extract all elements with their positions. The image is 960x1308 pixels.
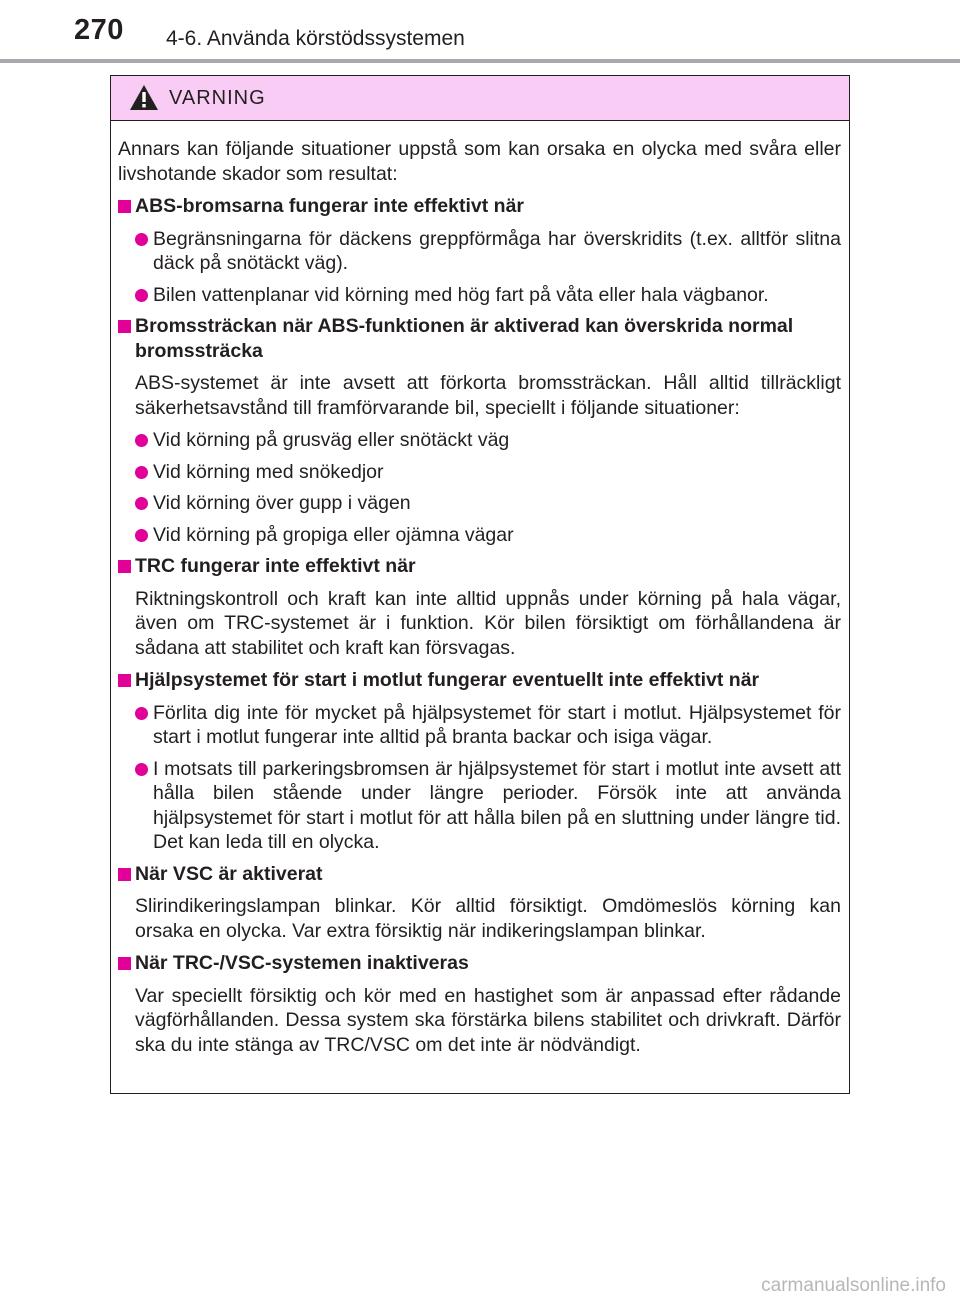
square-bullet-icon [118, 674, 131, 687]
square-bullet-icon [118, 957, 131, 970]
bullet-item: Vid körning på gropiga eller ojämna vägar [118, 523, 841, 548]
section-heading: När VSC är aktiverat [118, 862, 841, 887]
circle-bullet-icon [135, 289, 148, 302]
warning-content [111, 121, 849, 1057]
section-title: 4-6. Använda körstödssystemen [166, 27, 465, 50]
section-body: Slirindikeringslampan blinkar. Kör alltid försiktigt. Omdömeslös körning kan orsaka en olycka. Var extra försiktig när indikeringslampan blinkar. [135, 895, 841, 942]
circle-bullet-icon [135, 707, 148, 720]
warning-label: VARNING [169, 87, 266, 109]
warning-header [111, 76, 849, 121]
section-body: Var speciellt försiktig och kör med en hastighet som är anpassad efter rådande vägförhållanden. Dessa system ska förstärka bilens stabilitet och drivkraft. Därför ska du inte stänga av TRC/VSC om det inte är nödvändigt. [135, 984, 841, 1056]
bullet-item: Vid körning på grusväg eller snötäckt väg [118, 428, 841, 453]
circle-bullet-icon [135, 233, 148, 246]
section-heading: När TRC-/VSC-systemen inaktiveras [118, 951, 841, 976]
circle-bullet-icon [135, 497, 148, 510]
header-rule [0, 59, 960, 63]
warning-triangle-icon [129, 84, 159, 111]
section-heading: ABS-bromsarna fungerar inte effektivt när [118, 194, 841, 219]
watermark: carmanualsonline.info [761, 1275, 946, 1296]
circle-bullet-icon [135, 434, 148, 447]
section-heading: Hjälpsystemet för start i motlut fungerar eventuellt inte effektivt när [118, 668, 841, 693]
warning-box [110, 75, 850, 1094]
square-bullet-icon [118, 560, 131, 573]
bullet-item: Vid körning över gupp i vägen [118, 491, 841, 516]
bullet-item: Förlita dig inte för mycket på hjälpsystemet för start i motlut. Hjälpsystemet för start i motlut fungerar inte alltid på branta backar och isiga vägar. [118, 701, 841, 750]
section-heading: Bromssträckan när ABS-funktionen är aktiverad kan överskrida normal bromssträcka [118, 314, 841, 363]
bullet-item: Vid körning med snökedjor [118, 460, 841, 485]
page-number: 270 [74, 14, 124, 46]
section-heading: TRC fungerar inte effektivt när [118, 554, 841, 579]
square-bullet-icon [118, 868, 131, 881]
bullet-item: I motsats till parkeringsbromsen är hjälpsystemet för start i motlut inte avsett att hålla bilen stående under längre perioder. Försök inte att använda hjälpsystemet för start i motlut för att hålla bilen på en sluttning under längre tid. Det kan leda till en olycka. [118, 757, 841, 855]
square-bullet-icon [118, 320, 131, 333]
square-bullet-icon [118, 200, 131, 213]
bullet-item: Bilen vattenplanar vid körning med hög fart på våta eller hala vägbanor. [118, 283, 841, 308]
circle-bullet-icon [135, 529, 148, 542]
circle-bullet-icon [135, 763, 148, 776]
bullet-item: Begränsningarna för däckens greppförmåga har överskridits (t.ex. alltför slitna däck på snötäckt väg). [118, 227, 841, 276]
warning-intro: Annars kan följande situationer uppstå som kan orsaka en olycka med svåra eller livshotande skador som resultat: [118, 138, 841, 185]
section-body: Riktningskontroll och kraft kan inte alltid uppnås under körning på hala vägar, även om TRC-systemet är i funktion. Kör bilen försiktigt om förhållandena är sådana att stabilitet och kraft kan försvagas. [135, 587, 841, 659]
section-body: ABS-systemet är inte avsett att förkorta bromssträckan. Håll alltid tillräckligt säkerhetsavstånd till framförvarande bil, speciellt i följande situationer: [135, 372, 841, 419]
circle-bullet-icon [135, 466, 148, 479]
